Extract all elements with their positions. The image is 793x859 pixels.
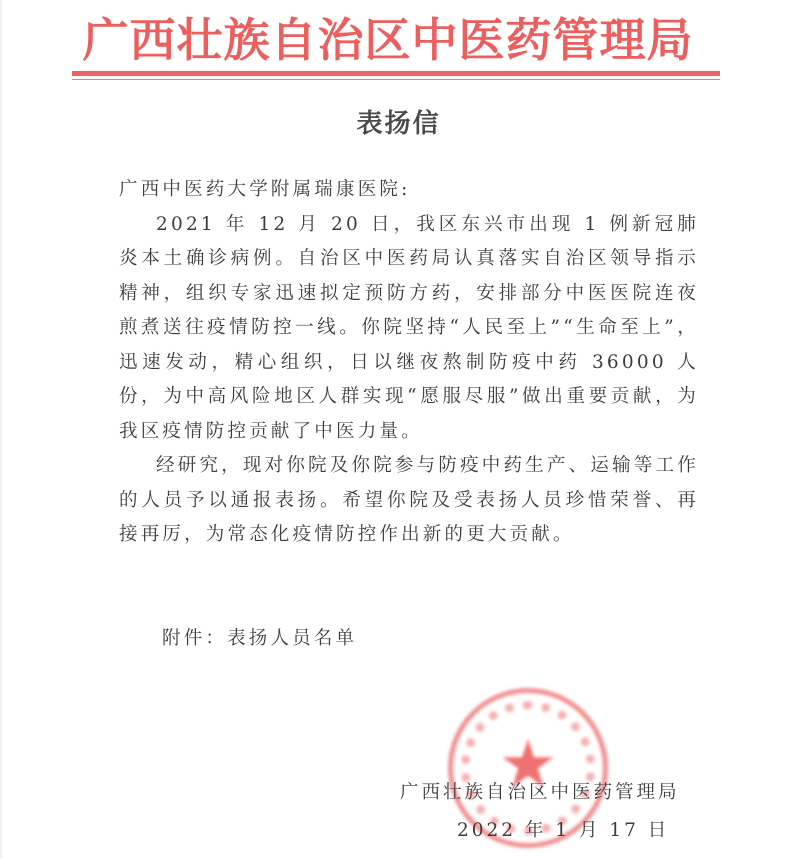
- letter-body: [119, 173, 699, 553]
- attachment-note: 附件：表扬人员名单: [162, 628, 358, 649]
- masthead-rule-thin: [72, 79, 720, 80]
- signature-organization: 广西壮族自治区中医药管理局: [400, 782, 680, 803]
- signature-date: 2022 年 1 月 17 日: [457, 820, 670, 841]
- masthead-rule-thick: [72, 71, 720, 76]
- paragraph-1: 2021 年 12 月 20 日，我区东兴市出现 1 例新冠肺炎本土确诊病例。自治区中医药局认真落实自治区领导指示精神，组织专家迅速拟定预防方药，安排部分中医医院连夜煎煮送往疫情防控一线。你院坚持“人民至上”“生命至上”，迅速发动，精心组织，日以继夜熬制防疫中药 36000 人份，为中高风险地区人群实现“愿服尽服”做出重要贡献，为我区疫情防控贡献了中医力量。: [119, 213, 699, 442]
- salutation: 广西中医药大学附属瑞康医院:: [119, 179, 411, 200]
- letter-title: 表扬信: [356, 109, 441, 139]
- paragraph-2: 经研究，现对你院及你院参与防疫中药生产、运输等工作的人员予以通报表扬。希望你院及受表扬人员珍惜荣誉、再接再厉，为常态化疫情防控作出新的更大贡献。: [119, 455, 699, 545]
- issuer-masthead: 广西壮族自治区中医药管理局: [82, 13, 694, 67]
